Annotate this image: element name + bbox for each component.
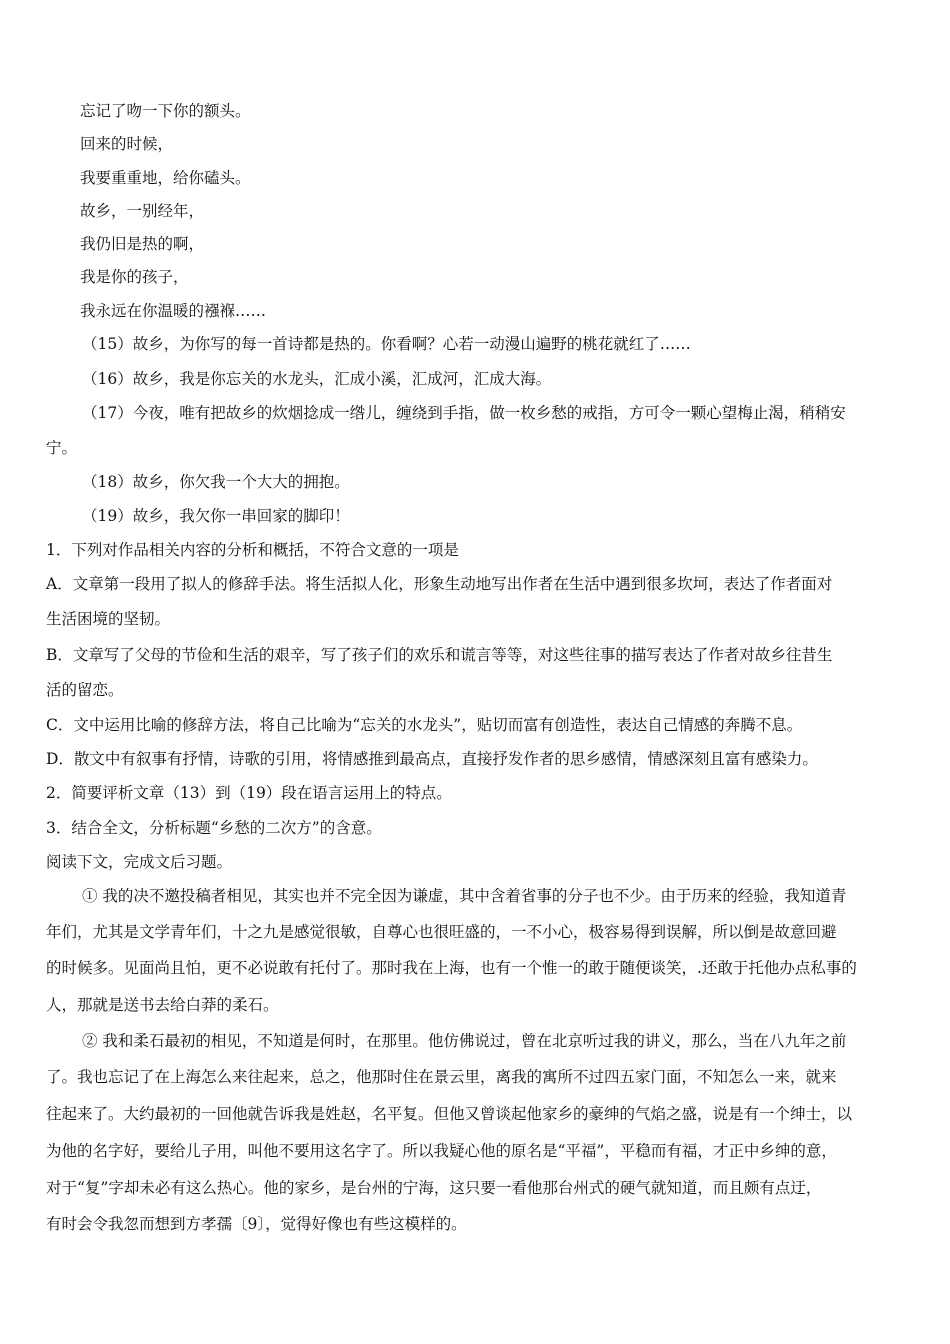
poem-line: 回来的时候，: [80, 135, 174, 153]
poem-line: 我要重重地，给你磕头。: [80, 169, 251, 187]
paragraph-19: （19）故乡，我欠你一串回家的脚印！: [82, 507, 350, 525]
option-a-line: 生活困境的坚韧。: [46, 610, 171, 628]
option-b-line: B．文章写了父母的节俭和生活的艰辛，写了孩子们的欢乐和谎言等等，对这些往事的描写表达了作者对故乡往昔生: [46, 646, 833, 664]
reading-paragraph-2-line: 对于“复”字却未必有这么热心。他的家乡，是台州的宁海，这只要一看他那台州式的硬气就知道，而且颇有点迂，: [46, 1179, 822, 1197]
question-1: 1．下列对作品相关内容的分析和概括，不符合文意的一项是: [46, 541, 459, 559]
poem-line: 我是你的孩子，: [80, 268, 189, 286]
paragraph-16: （16）故乡，我是你忘关的水龙头，汇成小溪，汇成河，汇成大海。: [82, 370, 552, 388]
question-3: 3．结合全文，分析标题“乡愁的二次方”的含意。: [46, 819, 382, 837]
poem-line: 故乡，一别经年，: [80, 202, 205, 220]
reading-paragraph-2-line: 为他的名字好，要给儿子用，叫他不要用这名字了。所以我疑心他的原名是“平福”，平稳而有福，才正中乡绅的意，: [46, 1142, 837, 1160]
option-b-line: 活的留恋。: [46, 681, 124, 699]
paragraph-18: （18）故乡，你欠我一个大大的拥抱。: [82, 473, 350, 491]
option-a-line: A．文章第一段用了拟人的修辞手法。将生活拟人化，形象生动地写出作者在生活中遇到很多坎坷，表达了作者面对: [46, 575, 833, 593]
paragraph-17-line: 宁。: [46, 439, 78, 457]
paragraph-17-line: （17）今夜，唯有把故乡的炊烟捻成一绺儿，缠绕到手指，做一枚乡愁的戒指，方可令一颗心望梅止渴，稍稍安: [82, 404, 846, 422]
reading-paragraph-1-line: 人，那就是送书去给白莽的柔石。: [46, 996, 279, 1014]
poem-line: 我永远在你温暖的襁褓……: [80, 302, 267, 320]
option-c: C．文中运用比喻的修辞方法，将自己比喻为“忘关的水龙头”，贴切而富有创造性，表达自己情感的奔腾不息。: [46, 716, 803, 734]
reading-paragraph-2-line: ② 我和柔石最初的相见，不知道是何时，在那里。他仿佛说过，曾在北京听过我的讲义，那么，当在八九年之前: [82, 1032, 847, 1050]
question-2: 2．简要评析文章（13）到（19）段在语言运用上的特点。: [46, 784, 452, 802]
option-d: D．散文中有叙事有抒情，诗歌的引用，将情感推到最高点，直接抒发作者的思乡感情，情感深刻且富有感染力。: [46, 750, 818, 768]
reading-paragraph-2-line: 往起来了。大约最初的一回他就告诉我是姓赵，名平复。但他又曾谈起他家乡的豪绅的气焰之盛，说是有一个绅士，以: [46, 1105, 853, 1123]
reading-paragraph-1-line: 的时候多。见面尚且怕，更不必说敢有托付了。那时我在上海，也有一个惟一的敢于随便谈笑，.还敢于托他办点私事的: [46, 959, 857, 977]
reading-paragraph-1-line: ① 我的决不邀投稿者相见，其实也并不完全因为谦虚，其中含着省事的分子也不少。由于历来的经验，我知道青: [82, 887, 847, 905]
reading-paragraph-2-line: 了。我也忘记了在上海怎么来往起来，总之，他那时住在景云里，离我的寓所不过四五家门面，不知怎么一来，就来: [46, 1068, 837, 1086]
reading-paragraph-2-line: 有时会令我忽而想到方孝孺〔9〕，觉得好像也有些这模样的。: [46, 1215, 467, 1233]
reading-instruction: 阅读下文，完成文后习题。: [46, 853, 233, 871]
paragraph-15: （15）故乡，为你写的每一首诗都是热的。你看啊？心若一动漫山遍野的桃花就红了……: [82, 335, 691, 353]
poem-line: 我仍旧是热的啊，: [80, 235, 205, 253]
poem-line: 忘记了吻一下你的额头。: [80, 102, 251, 120]
reading-paragraph-1-line: 年们，尤其是文学青年们，十之九是感觉很敏，自尊心也很旺盛的，一不小心，极容易得到误解，所以倒是故意回避: [46, 923, 837, 941]
